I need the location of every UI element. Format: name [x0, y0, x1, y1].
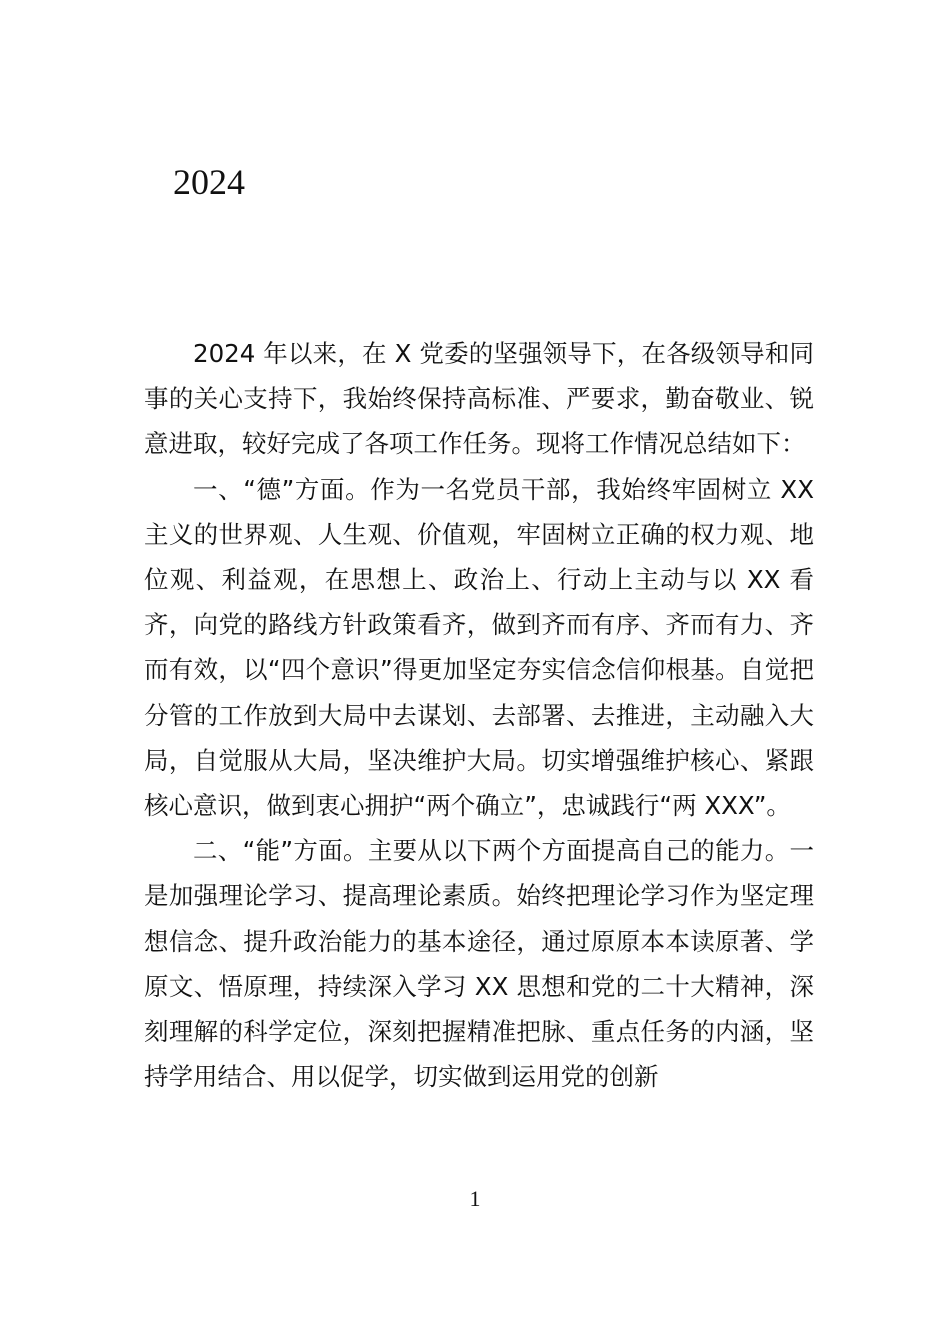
- document-body: [144, 331, 814, 1099]
- paragraph-intro: 2024 年以来，在 X 党委的坚强领导下，在各级领导和同事的关心支持下，我始终保持高标准、严要求，勤奋敬业、锐意进取，较好完成了各项工作任务。现将工作情况总结如下：: [144, 339, 814, 459]
- document-title-year: 2024: [173, 162, 245, 202]
- page-number: 1: [469, 1186, 481, 1211]
- paragraph-neng-aspect: 二、“能”方面。主要从以下两个方面提高自己的能力。一是加强理论学习、提高理论素质。始终把理论学习作为坚定理想信念、提升政治能力的基本途径，通过原原本本读原著、学原文、悟原理，持续深入学习 XX 思想和党的二十大精神，深刻理解的科学定位，深刻把握精准把脉、重点任务的内涵，坚持学用结合、用以促学，切实做到运用党的创新: [144, 836, 814, 1092]
- paragraph-de-aspect: 一、“德”方面。作为一名党员干部，我始终牢固树立 XX 主义的世界观、人生观、价值观，牢固树立正确的权力观、地位观、利益观，在思想上、政治上、行动上主动与以 XX 看齐，向党的路线方针政策看齐，做到齐而有序、齐而有力、齐而有效，以“四个意识”得更加坚定夯实信念信仰根基。自觉把分管的工作放到大局中去谋划、去部署、去推进，主动融入大局，自觉服从大局，坚决维护大局。切实增强维护核心、紧跟核心意识，做到衷心拥护“两个确立”，忠诚践行“两 XXX”。: [144, 474, 814, 821]
